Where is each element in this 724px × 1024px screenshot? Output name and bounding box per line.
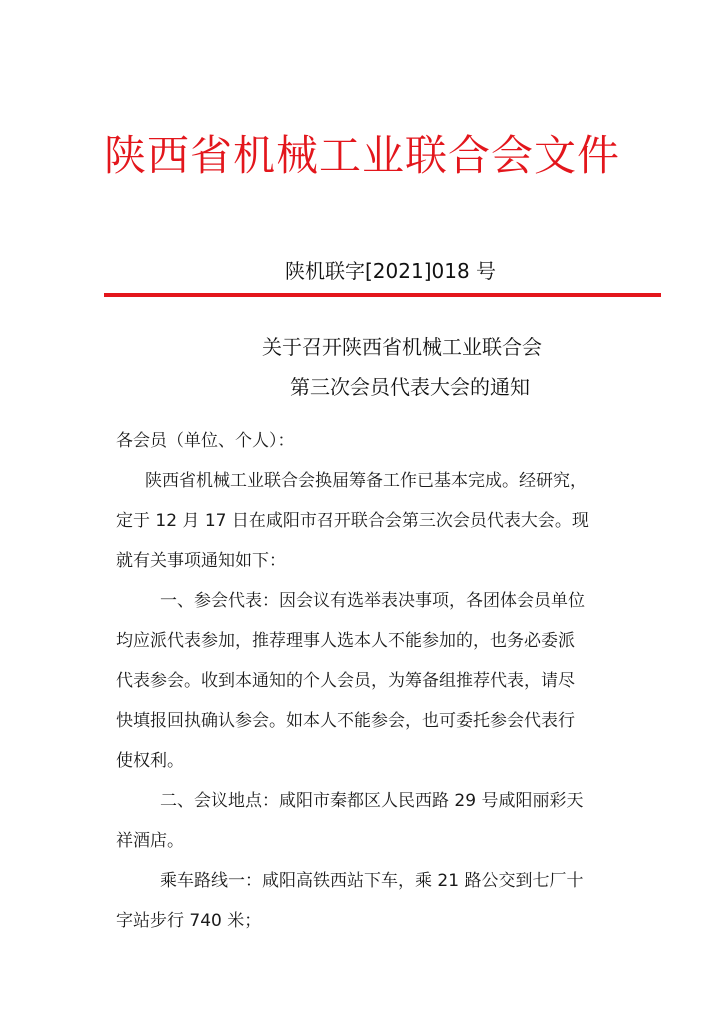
paragraph-line: 乘车路线一：咸阳高铁西站下车，乘 21 路公交到七厂十 xyxy=(160,871,584,891)
salutation: 各会员（单位、个人）： xyxy=(116,431,295,451)
paragraph-line: 祥酒店。 xyxy=(116,831,184,851)
notice-title-line-1: 关于召开陕西省机械工业联合会 xyxy=(262,335,542,359)
paragraph-line: 就有关事项通知如下： xyxy=(116,551,286,571)
paragraph-line: 定于 12 月 17 日在咸阳市召开联合会第三次会员代表大会。现 xyxy=(116,511,589,531)
notice-title-line-2: 第三次会员代表大会的通知 xyxy=(290,375,530,399)
paragraph-line: 二、会议地点：咸阳市秦都区人民西路 29 号咸阳丽彩天 xyxy=(160,791,584,811)
paragraph-line: 陕西省机械工业联合会换届筹备工作已基本完成。经研究， xyxy=(145,471,587,491)
red-divider-rule xyxy=(104,293,661,297)
paragraph-line: 字站步行 740 米； xyxy=(116,911,262,931)
paragraph-line: 代表参会。收到本通知的个人会员，为筹备组推荐代表，请尽 xyxy=(116,671,575,691)
paragraph-line: 一、参会代表：因会议有选举表决事项，各团体会员单位 xyxy=(160,591,585,611)
paragraph-line: 均应派代表参加，推荐理事人选本人不能参加的，也务必委派 xyxy=(116,631,575,651)
paragraph-line: 使权利。 xyxy=(116,751,184,771)
paragraph-line: 快填报回执确认参会。如本人不能参会，也可委托参会代表行 xyxy=(116,711,575,731)
document-number: 陕机联字[2021]018 号 xyxy=(285,259,497,283)
document-header-title: 陕西省机械工业联合会文件 xyxy=(103,131,620,180)
